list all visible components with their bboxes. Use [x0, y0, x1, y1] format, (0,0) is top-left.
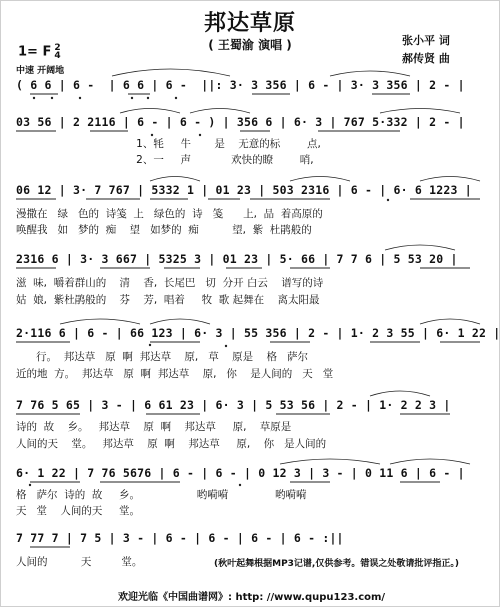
song-title: 邦达草原: [203, 11, 296, 36]
lyric-line-3b: 唤醒我 如 梦的 痴 望 如梦的 痴 望, 紫 杜鹃般的: [16, 224, 312, 236]
lyric-line-5b: 近的地 方。 邦达草 原 啊 邦达草 原, 你 是人间的 天 堂: [16, 368, 334, 380]
notes-line-1: ( 6 6 | 6 - | 6 6 | 6 - ||: 3· 3 356 | 6 - | 3· 3 356 | 2 - |: [16, 78, 465, 92]
notes-line-6: 7 76 5 65 | 3 - | 6 61 23 | 6· 3 | 5 53 56 | 2 - | 1· 2 2 3 |: [16, 398, 451, 412]
composer-credit: 郝传贤 曲: [402, 52, 450, 65]
notes-line-2: 03 56 | 2 2116 | 6 - | 6 - ) | 356 6 | 6· 3 | 767 5·332 | 2 - |: [16, 115, 465, 129]
lyric-line-8a: 人间的 天 堂。: [16, 556, 143, 568]
lyric-line-4b: 姑 娘, 紫杜鹃般的 芬 芳, 唱着 牧 歌 起舞在 离太阳最: [16, 294, 320, 306]
lyric-line-3a: 漫撒在 绿 色的 诗笺 上 绿色的 诗 笺 上, 品 着高原的: [16, 208, 323, 220]
lyric-line-2b: 2、一 声 欢快的瞭 哨,: [16, 154, 314, 166]
notes-line-7: 6· 1 22 | 7 76 5676 | 6 - | 6 - | 0 12 3 | 3 - | 0 11 6 | 6 - |: [16, 466, 465, 480]
time-bottom: 4: [54, 51, 61, 61]
notes-line-3: 06 12 | 3· 7 767 | 5332 1 | 01 23 | 503 2316 | 6 - | 6· 6 1223 |: [16, 183, 472, 197]
lyricist-credit: 张小平 词: [402, 34, 450, 47]
notes-line-5: 2·116 6 | 6 - | 66 123 | 6· 3 | 55 356 | 2 - | 1· 2 3 55 | 6· 1 22 |: [16, 326, 500, 340]
lyric-line-2a: 1、牦 牛 是 无意的标 点,: [16, 138, 321, 150]
lyric-line-5a: 行。 邦达草 原 啊 邦达草 原, 草 原是 格 萨尔: [16, 351, 308, 363]
key-label: 1= F: [18, 44, 52, 60]
lyric-line-6b: 人间的天 堂。 邦达草 原 啊 邦达草 原, 你 是人间的: [16, 438, 327, 450]
lyric-line-6a: 诗的 故 乡。 邦达草 原 啊 邦达草 原, 草原是: [16, 421, 292, 433]
notes-line-4: 2316 6 | 3· 3 667 | 5325 3 | 01 23 | 5· 66 | 7 7 6 | 5 53 20 |: [16, 252, 458, 266]
singer-credit: ( 王蜀渝 演唱 ): [208, 38, 292, 52]
tempo-marking: 中速 开阔地: [16, 66, 65, 76]
time-top: 2: [54, 43, 61, 53]
time-signature: [54, 44, 60, 60]
lyric-line-7a: 格 萨尔 诗的 故 乡。 哟嗬嗬 哟嗬嗬: [16, 489, 307, 501]
key-signature: [18, 44, 61, 60]
lyric-line-7b: 天 堂 人间的天 堂。: [16, 505, 141, 517]
lyric-line-4a: 滋 味, 嚼着群山的 清 香, 长尾巴 切 分开 白云 谱写的诗: [16, 277, 324, 289]
site-footer: 欢迎光临《中国曲谱网》: http: //www.qupu123.com/: [118, 592, 386, 603]
transcription-note: (秋叶起舞根据MP3记谱,仅供参考。错误之处敬请批评指正。): [214, 559, 459, 569]
notes-line-8: 7 77 7 | 7 5 | 3 - | 6 - | 6 - | 6 - | 6 - :||: [16, 531, 344, 545]
